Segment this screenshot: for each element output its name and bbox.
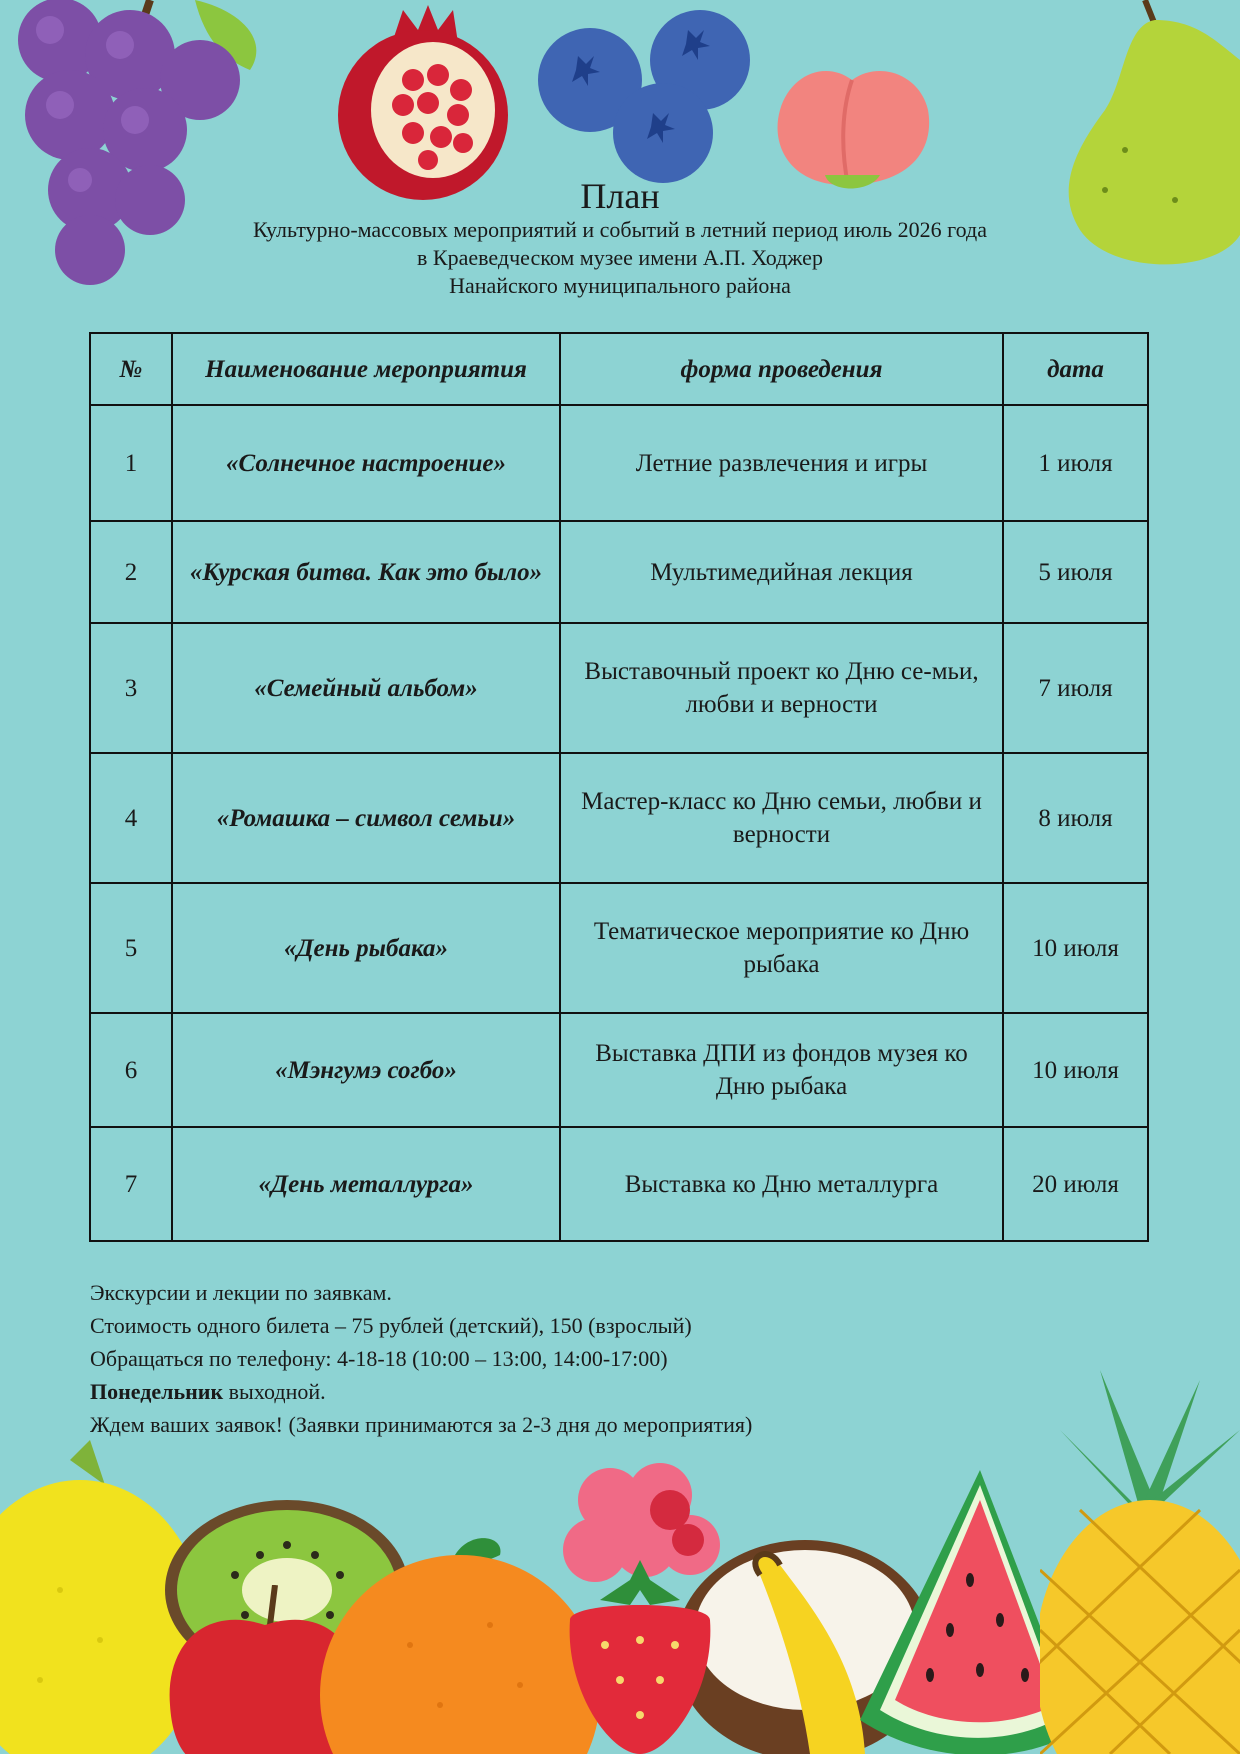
peach-icon — [770, 55, 935, 195]
banana-icon — [740, 1545, 870, 1754]
row-date: 10 июля — [1003, 1013, 1148, 1127]
table-row — [90, 883, 1148, 1013]
row-name: «Семейный альбом» — [172, 623, 560, 753]
blueberries-icon — [538, 8, 758, 183]
table-row — [90, 1127, 1148, 1241]
row-form: Мультимедийная лекция — [560, 521, 1003, 623]
row-name: «День рыбака» — [172, 883, 560, 1013]
row-form: Тематическое мероприятие ко Дню рыбака — [560, 883, 1003, 1013]
subtitle-line-1: Культурно-массовых мероприятий и событий в летний период июль 2026 года — [253, 217, 987, 242]
note-excursions: Экскурсии и лекции по заявкам. — [90, 1280, 392, 1305]
pomegranate-icon — [333, 5, 513, 200]
row-name: «Курская битва. Как это было» — [172, 521, 560, 623]
table-row — [90, 753, 1148, 883]
subtitle-line-3: Нанайского муниципального района — [449, 273, 791, 298]
row-num: 3 — [90, 623, 172, 753]
note-requests: Ждем ваших заявок! (Заявки принимаются за 2-3 дня до мероприятия) — [90, 1412, 753, 1437]
header-num: № — [90, 333, 172, 405]
row-num: 1 — [90, 405, 172, 521]
document-header — [0, 176, 1240, 300]
events-table — [89, 332, 1149, 1242]
row-name: «Солнечное настроение» — [172, 405, 560, 521]
row-form: Выставочный проект ко Дню се-мьи, любви и верности — [560, 623, 1003, 753]
table-row — [90, 623, 1148, 753]
row-name: «Мэнгумэ согбо» — [172, 1013, 560, 1127]
row-form: Летние развлечения и игры — [560, 405, 1003, 521]
table-row — [90, 521, 1148, 623]
row-name: «День металлурга» — [172, 1127, 560, 1241]
row-num: 7 — [90, 1127, 172, 1241]
row-date: 7 июля — [1003, 623, 1148, 753]
pineapple-icon — [1040, 1370, 1240, 1754]
row-date: 5 июля — [1003, 521, 1148, 623]
header-date: дата — [1003, 333, 1148, 405]
header-form: форма проведения — [560, 333, 1003, 405]
header-name: Наименование мероприятия — [172, 333, 560, 405]
note-day-off-rest: выходной. — [223, 1379, 326, 1404]
row-name: «Ромашка – символ семьи» — [172, 753, 560, 883]
row-date: 1 июля — [1003, 405, 1148, 521]
row-num: 2 — [90, 521, 172, 623]
row-form: Мастер-класс ко Дню семьи, любви и верности — [560, 753, 1003, 883]
note-day-off-bold: Понедельник — [90, 1379, 224, 1404]
note-day-off — [90, 1375, 1150, 1408]
table-row — [90, 405, 1148, 521]
info-notes — [90, 1276, 1150, 1441]
page-title: План — [580, 176, 660, 216]
row-date: 10 июля — [1003, 883, 1148, 1013]
row-num: 6 — [90, 1013, 172, 1127]
subtitle-line-2: в Краеведческом музее имени А.П. Ходжер — [417, 245, 823, 270]
note-phone: Обращаться по телефону: 4-18-18 (10:00 – 13:00, 14:00-17:00) — [90, 1346, 668, 1371]
table-row — [90, 1013, 1148, 1127]
row-num: 5 — [90, 883, 172, 1013]
row-form: Выставка ко Дню металлурга — [560, 1127, 1003, 1241]
row-date: 20 июля — [1003, 1127, 1148, 1241]
strawberry-icon — [550, 1560, 730, 1754]
note-ticket-price: Стоимость одного билета – 75 рублей (детский), 150 (взрослый) — [90, 1313, 692, 1338]
row-num: 4 — [90, 753, 172, 883]
row-date: 8 июля — [1003, 753, 1148, 883]
table-header-row — [90, 333, 1148, 405]
row-form: Выставка ДПИ из фондов музея ко Дню рыбака — [560, 1013, 1003, 1127]
